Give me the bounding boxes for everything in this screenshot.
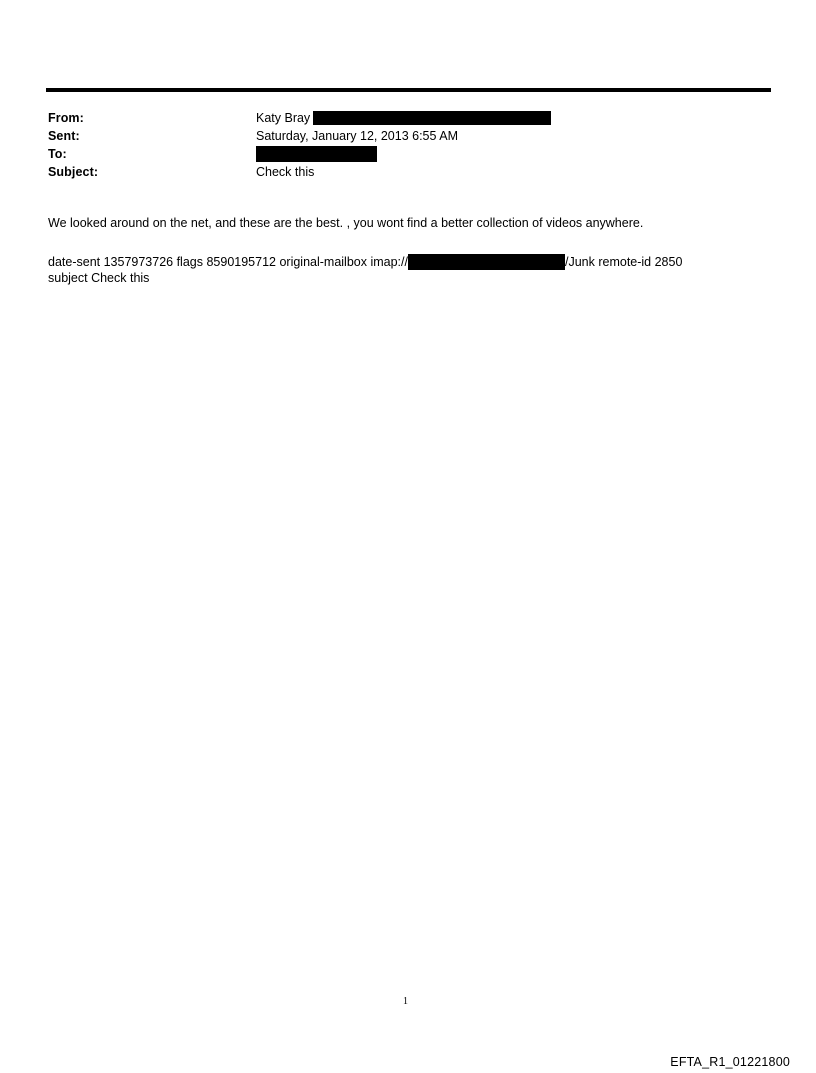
sent-value: Saturday, January 12, 2013 6:55 AM <box>256 129 458 143</box>
from-value: Katy Bray <box>256 111 311 125</box>
mailbox-redaction <box>408 254 565 270</box>
from-email-redaction <box>313 111 551 125</box>
metadata-line-1-suffix: /Junk remote-id 2850 <box>564 255 683 269</box>
header-rule <box>46 88 771 92</box>
sent-label: Sent: <box>48 129 80 143</box>
subject-row <box>48 163 608 181</box>
bates-number: EFTA_R1_01221800 <box>670 1055 790 1069</box>
page-number: 1 <box>403 996 408 1007</box>
from-row <box>48 109 608 127</box>
metadata-line-1-prefix: date-sent 1357973726 flags 8590195712 original-mailbox imap:// <box>48 255 408 269</box>
metadata-line-2: subject Check this <box>48 271 150 285</box>
to-label: To: <box>48 147 67 161</box>
to-row <box>48 145 608 163</box>
metadata-line-1 <box>48 254 682 270</box>
to-value-container <box>256 146 377 162</box>
to-redaction <box>256 146 377 162</box>
subject-value: Check this <box>256 165 315 179</box>
email-header <box>48 109 608 181</box>
from-label: From: <box>48 111 84 125</box>
sent-row <box>48 127 608 145</box>
from-value-container <box>256 111 551 125</box>
subject-label: Subject: <box>48 165 99 179</box>
email-body: We looked around on the net, and these are the best. , you wont find a better collection of videos anywhere. <box>48 216 644 230</box>
